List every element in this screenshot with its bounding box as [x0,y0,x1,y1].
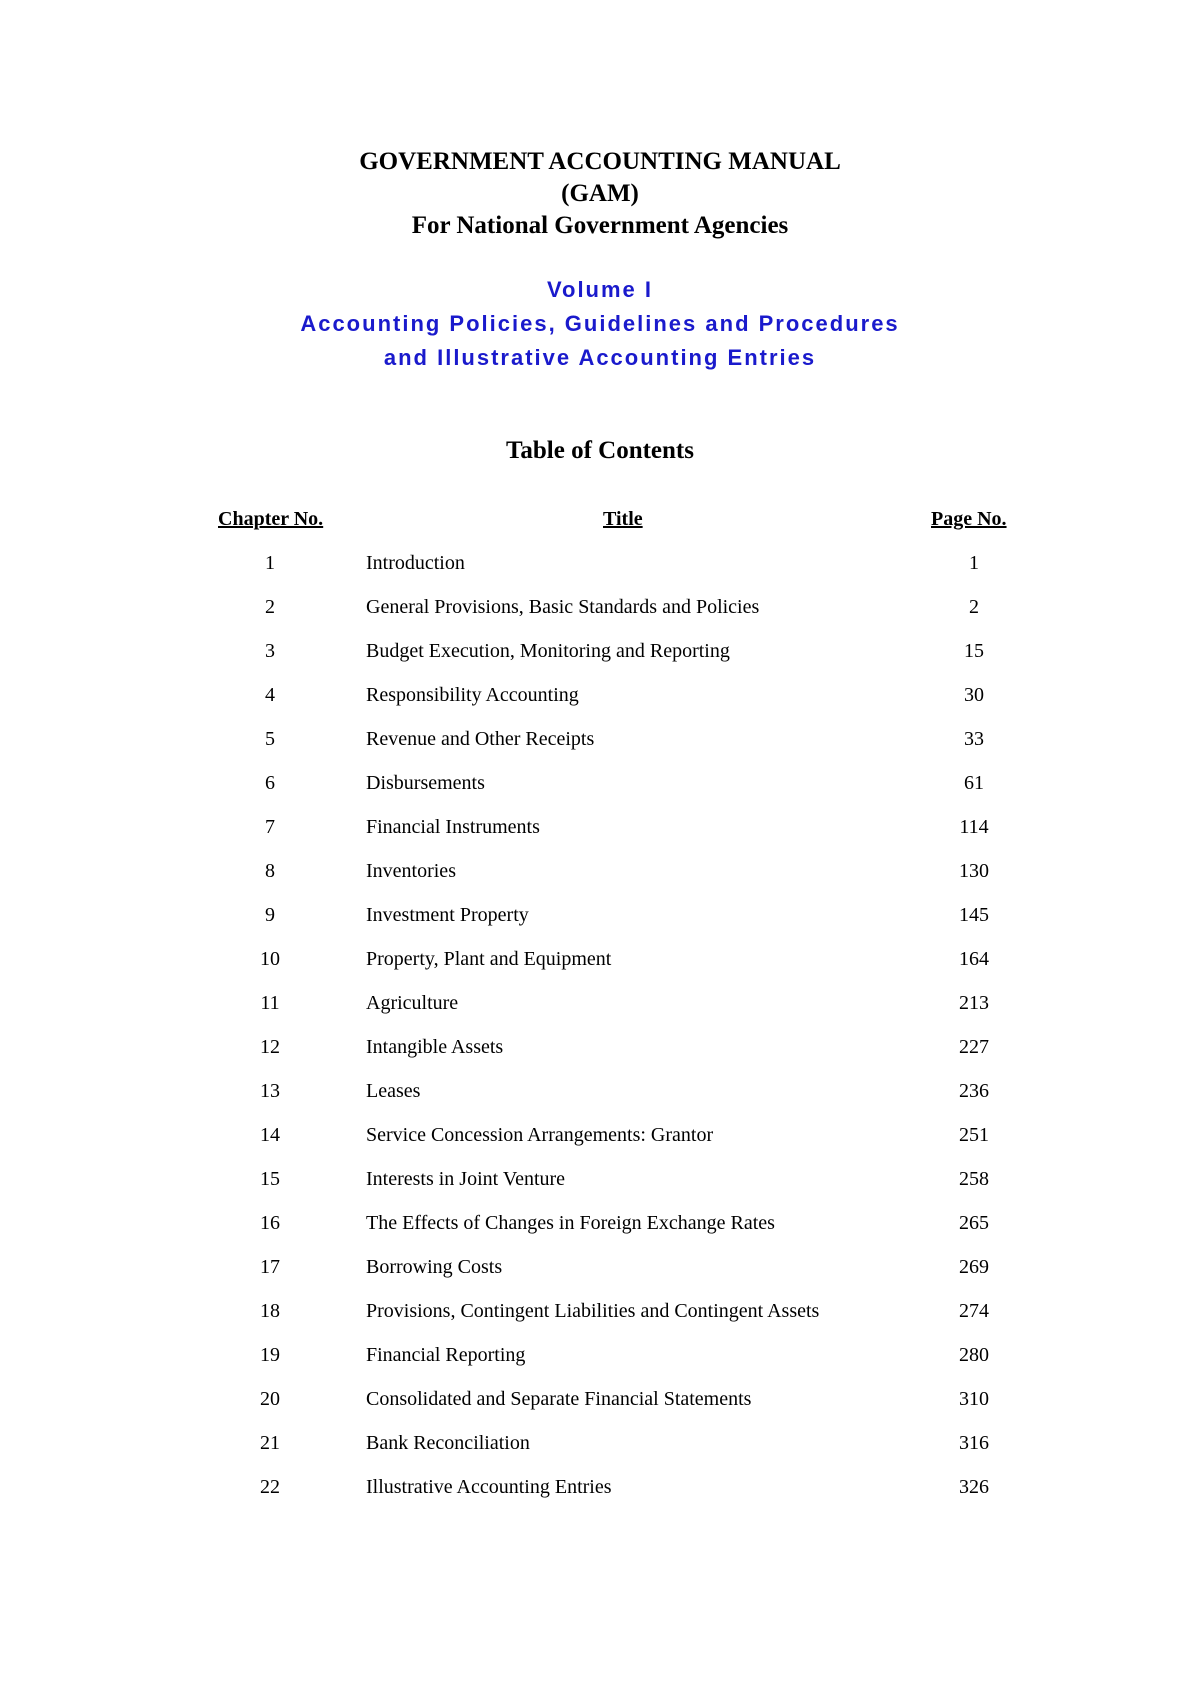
page-number: 15 [964,640,984,662]
chapter-title: Inventories [366,860,456,882]
volume-subtitle-line1: Accounting Policies, Guidelines and Procedures [300,311,900,336]
chapter-title: General Provisions, Basic Standards and Policies [366,596,760,618]
page-number: 274 [959,1300,989,1322]
document-title-block [0,146,1200,242]
toc-row [0,1386,1200,1430]
page-number: 130 [959,860,989,882]
chapter-title: Service Concession Arrangements: Grantor [366,1124,714,1146]
toc-row [0,770,1200,814]
page-number: 326 [959,1476,989,1498]
toc-row [0,858,1200,902]
toc-row [0,946,1200,990]
chapter-number: 21 [260,1432,280,1454]
chapter-title: Borrowing Costs [366,1256,503,1278]
toc-row [0,1298,1200,1342]
chapter-title: Introduction [366,552,465,574]
toc-row [0,1342,1200,1386]
page-number: 61 [964,772,984,794]
page-number: 213 [959,992,989,1014]
toc-row [0,638,1200,682]
page-number: 310 [959,1388,989,1410]
page-number: 280 [959,1344,989,1366]
chapter-number: 22 [260,1476,280,1498]
column-header-chapter: Chapter No. [218,508,324,530]
chapter-number: 18 [260,1300,280,1322]
chapter-number: 9 [265,904,275,926]
chapter-title: Leases [366,1080,421,1102]
chapter-number: 2 [265,596,275,618]
column-header-title: Title [603,508,643,530]
page-number: 1 [969,552,979,574]
toc-row [0,814,1200,858]
toc-row [0,990,1200,1034]
page-number: 33 [964,728,984,750]
toc-row [0,1166,1200,1210]
chapter-number: 4 [265,684,275,706]
chapter-number: 1 [265,552,275,574]
chapter-number: 5 [265,728,275,750]
toc-row [0,1078,1200,1122]
chapter-number: 12 [260,1036,280,1058]
toc-row [0,594,1200,638]
toc-row [0,1210,1200,1254]
chapter-title: Revenue and Other Receipts [366,728,595,750]
chapter-title: Responsibility Accounting [366,684,579,706]
volume-block [0,273,1200,375]
chapter-number: 16 [260,1212,280,1234]
toc-row [0,1122,1200,1166]
chapter-number: 13 [260,1080,280,1102]
column-header-page: Page No. [931,508,1007,530]
document-audience: For National Government Agencies [411,212,789,239]
toc-row [0,1254,1200,1298]
chapter-title: Investment Property [366,904,529,926]
toc-heading: Table of Contents [506,437,694,464]
chapter-title: Provisions, Contingent Liabilities and Contingent Assets [366,1300,820,1322]
chapter-title: Property, Plant and Equipment [366,948,612,970]
page-number: 251 [959,1124,989,1146]
document-title-abbreviation: (GAM) [561,180,639,207]
chapter-title: Disbursements [366,772,485,794]
volume-subtitle-line2: and Illustrative Accounting Entries [383,345,817,370]
page-number: 227 [959,1036,989,1058]
chapter-number: 3 [265,640,275,662]
chapter-number: 19 [260,1344,280,1366]
toc-row [0,726,1200,770]
chapter-number: 8 [265,860,275,882]
toc-row [0,1430,1200,1474]
chapter-number: 15 [260,1168,280,1190]
page-number: 265 [959,1212,989,1234]
page-number: 30 [964,684,984,706]
page-number: 269 [959,1256,989,1278]
chapter-number: 6 [265,772,275,794]
chapter-title: Illustrative Accounting Entries [366,1476,612,1498]
chapter-title: The Effects of Changes in Foreign Exchange Rates [366,1212,775,1234]
chapter-number: 10 [260,948,280,970]
chapter-title: Financial Reporting [366,1344,526,1366]
toc-row [0,902,1200,946]
document-title: GOVERNMENT ACCOUNTING MANUAL [359,148,841,175]
toc-table [0,550,1200,1518]
chapter-number: 17 [260,1256,280,1278]
volume-label: Volume I [546,277,654,302]
chapter-title: Budget Execution, Monitoring and Reporting [366,640,730,662]
chapter-number: 20 [260,1388,280,1410]
chapter-number: 11 [260,992,280,1014]
chapter-title: Intangible Assets [366,1036,504,1058]
chapter-title: Interests in Joint Venture [366,1168,566,1190]
toc-row [0,1474,1200,1518]
page-number: 145 [959,904,989,926]
page-number: 258 [959,1168,989,1190]
page-number: 114 [959,816,989,838]
chapter-title: Bank Reconciliation [366,1432,530,1454]
page-number: 2 [969,596,979,618]
toc-row [0,682,1200,726]
page-number: 164 [959,948,989,970]
chapter-title: Financial Instruments [366,816,540,838]
chapter-number: 7 [265,816,275,838]
chapter-title: Consolidated and Separate Financial Statements [366,1388,752,1410]
chapter-title: Agriculture [366,992,459,1014]
page-number: 236 [959,1080,989,1102]
chapter-number: 14 [260,1124,280,1146]
toc-row [0,1034,1200,1078]
toc-row [0,550,1200,594]
page-number: 316 [959,1432,989,1454]
